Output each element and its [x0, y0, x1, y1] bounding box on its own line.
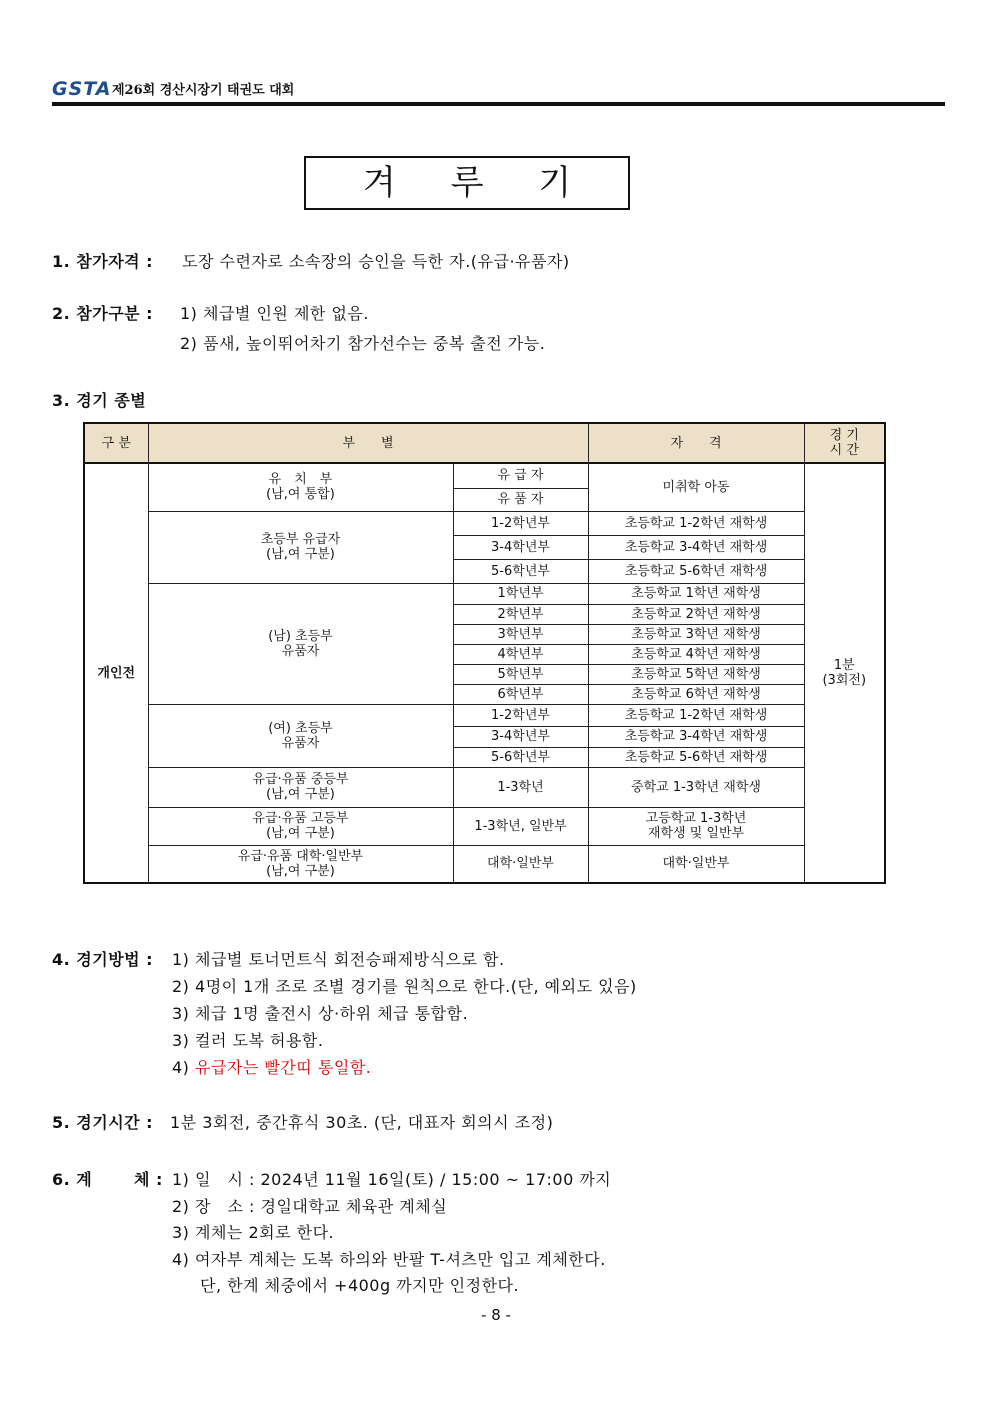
section2-item2: 2) 품새, 높이뛰어차기 참가선수는 중복 출전 가능.: [180, 334, 546, 353]
match-time: 1분 (3회전): [804, 463, 885, 883]
sub-division: 3학년부: [453, 624, 588, 644]
division-name: 유급·유품 중등부 (남,여 구분): [148, 767, 453, 807]
sub-division: 4학년부: [453, 644, 588, 664]
table-body: [84, 463, 885, 883]
eligibility: 초등학교 2학년 재학생: [588, 604, 804, 624]
sub-division: 1-2학년부: [453, 704, 588, 726]
sub-division: 5-6학년부: [453, 559, 588, 583]
table-row: [84, 511, 885, 535]
section4-item2: 2) 4명이 1개 조로 조별 경기를 원칙으로 한다.(단, 예외도 있음): [172, 977, 637, 996]
eligibility: 대학·일반부: [588, 845, 804, 883]
table-row: [84, 583, 885, 604]
sub-division: 1-3학년: [453, 767, 588, 807]
sub-division: 3-4학년부: [453, 535, 588, 559]
sub-division: 1-3학년, 일반부: [453, 807, 588, 845]
table-row: [84, 704, 885, 726]
sub-division: 대학·일반부: [453, 845, 588, 883]
section1-label: 1. 참가자격 :: [52, 252, 154, 271]
header-divider: [52, 102, 945, 106]
sub-division: 3-4학년부: [453, 726, 588, 747]
section6-item4: 4) 여자부 계체는 도복 하의와 반팔 T-셔츠만 입고 계체한다.: [172, 1250, 606, 1269]
section3-label: 3. 경기 종별: [52, 391, 147, 410]
division-name: 유 치 부 (남,여 통합): [148, 463, 453, 511]
sub-division: 2학년부: [453, 604, 588, 624]
table-row: [84, 807, 885, 845]
competition-category-table: [83, 422, 886, 884]
division-name: 초등부 유급자 (남,여 구분): [148, 511, 453, 583]
section5-label: 5. 경기시간 :: [52, 1113, 154, 1132]
section6-label-b: 체 :: [134, 1170, 163, 1189]
section2-item1: 1) 체급별 인원 제한 없음.: [180, 304, 369, 323]
sub-division: 5-6학년부: [453, 747, 588, 767]
gsta-logo: GSTA: [52, 78, 112, 100]
page-number: - 8 -: [481, 1306, 511, 1324]
sub-division: 유 급 자: [453, 463, 588, 488]
section6-item1: 1) 일 시 : 2024년 11월 16일(토) / 15:00 ~ 17:00 까지: [172, 1170, 612, 1189]
eligibility: 초등학교 5-6학년 재학생: [588, 747, 804, 767]
eligibility: 고등학교 1-3학년 재학생 및 일반부: [588, 807, 804, 845]
section5-text: 1분 3회전, 중간휴식 30초. (단, 대표자 회의시 조정): [170, 1113, 554, 1132]
division-name: 유급·유품 고등부 (남,여 구분): [148, 807, 453, 845]
section4-item4: 3) 컬러 도복 허용함.: [172, 1031, 324, 1050]
table-row: [84, 845, 885, 883]
division-name: 유급·유품 대학·일반부 (남,여 구분): [148, 845, 453, 883]
sub-division: 1학년부: [453, 583, 588, 604]
section4-item5: [172, 1055, 371, 1078]
sub-division: 1-2학년부: [453, 511, 588, 535]
header-gubun: 구 분: [84, 423, 148, 463]
eligibility: 미취학 아동: [588, 463, 804, 511]
eligibility: 초등학교 5학년 재학생: [588, 664, 804, 684]
section2-label: 2. 참가구분 :: [52, 304, 154, 323]
eligibility: 초등학교 6학년 재학생: [588, 684, 804, 704]
section4-item5-prefix: 4): [172, 1058, 196, 1077]
sub-division: 유 품 자: [453, 488, 588, 511]
header-bubyeol: 부 별: [148, 423, 588, 463]
eligibility: 초등학교 1학년 재학생: [588, 583, 804, 604]
section6-label-a: 6. 계: [52, 1170, 93, 1189]
table-row: [84, 767, 885, 807]
division-name: (여) 초등부 유품자: [148, 704, 453, 767]
table-row: [84, 463, 885, 488]
eligibility: 초등학교 4학년 재학생: [588, 644, 804, 664]
header-title: 제26회 경산시장기 태권도 대회: [112, 83, 295, 98]
section4-item1: 1) 체급별 토너먼트식 회전승패제방식으로 함.: [172, 950, 505, 969]
eligibility: 초등학교 3-4학년 재학생: [588, 726, 804, 747]
document-title: 겨 루 기: [304, 156, 630, 210]
eligibility: 초등학교 3학년 재학생: [588, 624, 804, 644]
red-belt-note: 유급자는 빨간띠 통일함.: [195, 1058, 372, 1077]
section4-item3: 3) 체급 1명 출전시 상·하위 체급 통합함.: [172, 1004, 469, 1023]
header-time-label: 경 기 시 간: [829, 428, 859, 458]
header-time: [804, 423, 885, 463]
eligibility: 초등학교 5-6학년 재학생: [588, 559, 804, 583]
section6-item3: 3) 계체는 2회로 한다.: [172, 1223, 335, 1242]
eligibility: 초등학교 1-2학년 재학생: [588, 511, 804, 535]
eligibility: 초등학교 1-2학년 재학생: [588, 704, 804, 726]
section6-item5: 단, 한계 체중에서 +400g 까지만 인정한다.: [200, 1276, 520, 1295]
division-name: (남) 초등부 유품자: [148, 583, 453, 704]
section4-label: 4. 경기방법 :: [52, 950, 154, 969]
section1-text: 도장 수련자로 소속장의 승인을 득한 자.(유급·유품자): [182, 252, 570, 271]
eligibility: 초등학교 3-4학년 재학생: [588, 535, 804, 559]
section6-item2: 2) 장 소 : 경일대학교 체육관 계체실: [172, 1197, 448, 1216]
eligibility: 중학교 1-3학년 재학생: [588, 767, 804, 807]
table-header-row: [84, 423, 885, 463]
sub-division: 5학년부: [453, 664, 588, 684]
category-individual: 개인전: [84, 463, 148, 883]
sub-division: 6학년부: [453, 684, 588, 704]
header-jagyeok: 자 격: [588, 423, 804, 463]
